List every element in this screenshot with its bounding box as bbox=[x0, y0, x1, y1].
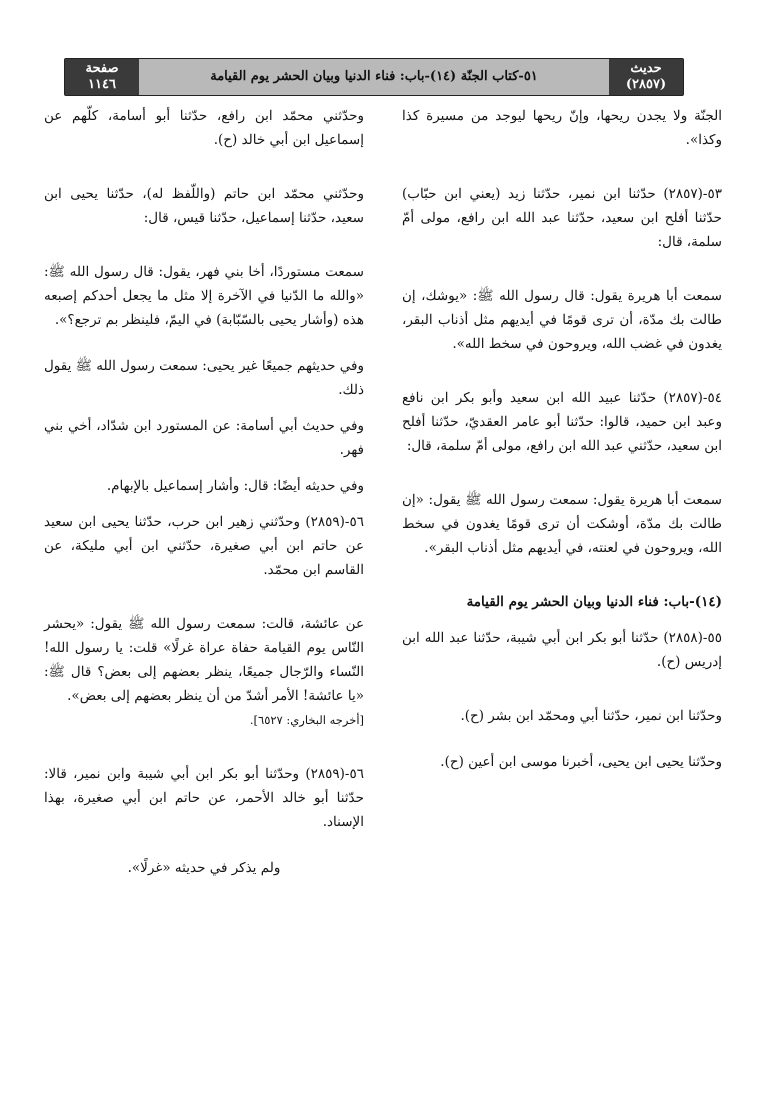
page-label: صفحة bbox=[85, 61, 119, 76]
hadith-paragraph: ٥٥-(٢٨٥٨) حدّثنا أبو بكر ابن أبي شيبة، حدّثنا عبد الله ابن إدريس (ح). bbox=[402, 630, 722, 670]
chapter-heading: (١٤)-باب: فناء الدنيا وبيان الحشر يوم القيامة bbox=[466, 594, 722, 610]
hadith-paragraph: ٥٤-(٢٨٥٧) حدّثنا عبيد الله ابن سعيد وأبو بكر ابن نافع وعبد ابن حميد، قالوا: حدّثنا أبو عامر العقديّ، حدّثنا أفلح ابن سعيد، حدّثني عبد الله ابن رافع، مولى أمّ سلمة، قال: bbox=[402, 390, 722, 454]
hadith-paragraph: ٥٦-(٢٨٥٩) وحدّثنا أبو بكر ابن أبي شيبة وابن نمير، قالا: حدّثنا أبو خالد الأحمر، عن حاتم ابن أبي صغيرة، بهذا الإسناد. bbox=[44, 766, 364, 830]
hadith-paragraph: سمعت مستوردًا، أخا بني فهر، يقول: قال رسول الله ﷺ: «والله ما الدّنيا في الآخرة إلا مثل ما يجعل أحدكم إصبعه هذه (وأشار يحيى بالسّبّابة) في اليمّ، فلينظر بم ترجع؟». bbox=[44, 264, 364, 328]
hadith-paragraph: ٥٦-(٢٨٥٩) وحدّثني زهير ابن حرب، حدّثنا يحيى ابن سعيد عن حاتم ابن أبي صغيرة، حدّثني ابن أبي مليكة، عن القاسم ابن محمّد. bbox=[44, 514, 364, 578]
hadith-paragraph: وحدّثني محمّد ابن حاتم (واللّفظ له)، حدّثنا يحيى ابن سعيد، حدّثنا إسماعيل، حدّثنا قيس، قال: bbox=[44, 186, 364, 226]
chapter-title: (١٤)-باب: فناء الدنيا وبيان الحشر يوم القيامة bbox=[210, 69, 457, 84]
hadith-number: (٢٨٥٧) bbox=[625, 77, 667, 92]
paragraph: الجنّة ولا يجدن ريحها، وإنّ ريحها ليوجد من مسيرة كذا وكذا». bbox=[402, 108, 722, 148]
running-title bbox=[139, 59, 609, 95]
hadith-paragraph: وفي حديثهم جميعًا غير يحيى: سمعت رسول الله ﷺ يقول ذلك. bbox=[44, 358, 364, 398]
hadith-paragraph: عن عائشة، قالت: سمعت رسول الله ﷺ يقول: «يحشر النّاس يوم القيامة حفاة عراة غرلًا» قلت: يا رسول الله! النّساء والرّجال جميعًا، ينظر بعضهم إلى بعض؟ قال ﷺ: «يا عائشة! الأمر أشدّ من أن ينظر بعضهم إلى بعض». bbox=[44, 616, 364, 704]
page-number: ١١٤٦ bbox=[88, 77, 116, 92]
hadith-paragraph: وفي حديثه أيضًا: قال: وأشار إسماعيل بالإبهام. bbox=[106, 478, 364, 494]
right-column bbox=[402, 104, 722, 774]
hadith-paragraph: وفي حديث أبي أسامة: عن المستورد ابن شدّاد، أخي بني فهر. bbox=[44, 418, 364, 458]
left-column bbox=[44, 104, 364, 880]
hadith-paragraph: ٥٣-(٢٨٥٧) حدّثنا ابن نمير، حدّثنا زيد (يعني ابن حبّاب) حدّثنا أفلح ابن سعيد، حدّثنا عبد الله ابن رافع، مولى أمّ سلمة، قال: bbox=[402, 186, 722, 250]
hadith-paragraph: وحدّثنا ابن نمير، حدّثنا أبي ومحمّد ابن بشر (ح). bbox=[460, 708, 722, 724]
page-header bbox=[64, 58, 684, 96]
hadith-paragraph: ولم يذكر في حديثه «غرلًا». bbox=[127, 860, 281, 876]
hadith-paragraph: وحدّثنا يحيى ابن يحيى، أخبرنا موسى ابن أعين (ح). bbox=[440, 754, 722, 770]
hadith-paragraph: وحدّثني محمّد ابن رافع، حدّثنا أبو أسامة، كلّهم عن إسماعيل ابن أبي خالد (ح). bbox=[44, 108, 364, 148]
hadith-paragraph: سمعت أبا هريرة يقول: قال رسول الله ﷺ: «يوشك، إن طالت بك مدّة، أن ترى قومًا في أيديهم مثل أذناب البقر، يغدون في غضب الله، ويروحون في سخط الله». bbox=[402, 288, 722, 352]
hadith-number-box bbox=[609, 59, 683, 95]
book-title: ٥١-كتاب الجنّة bbox=[460, 69, 538, 84]
hadith-paragraph: سمعت أبا هريرة يقول: سمعت رسول الله ﷺ يقول: «إن طالت بك مدّة، أوشكت أن ترى قومًا يغدون في سخط الله، ويروحون في لعنته، في أيديهم مثل أذناب البقر». bbox=[402, 492, 722, 556]
hadith-label: حديث bbox=[630, 61, 662, 76]
reference-note: [أخرجه البخاري: ٦٥٢٧]. bbox=[249, 713, 364, 727]
page-number-box bbox=[65, 59, 139, 95]
